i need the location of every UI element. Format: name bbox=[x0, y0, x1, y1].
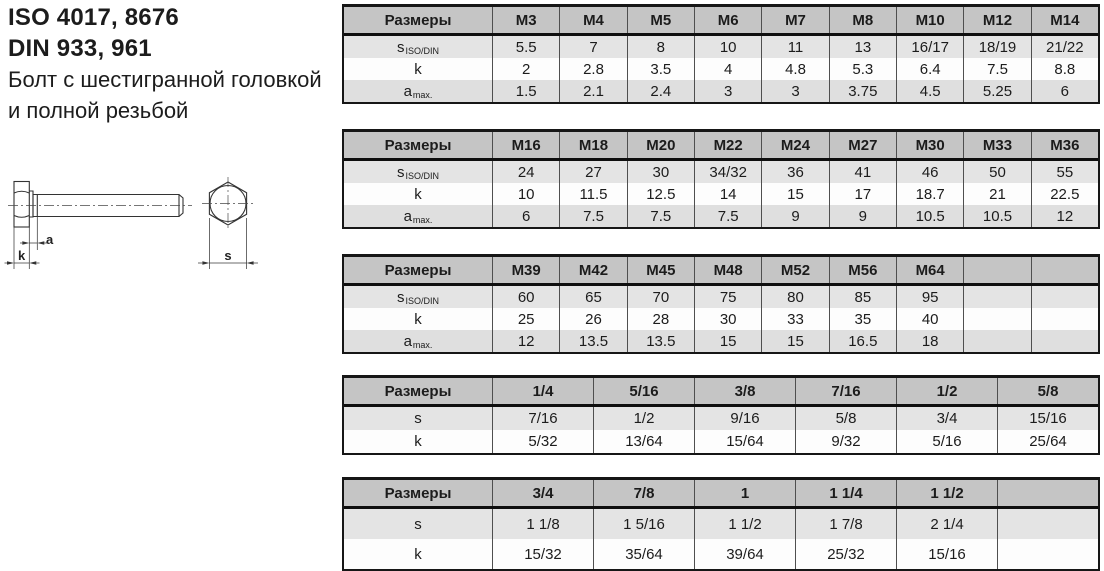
value-cell: 5/32 bbox=[492, 430, 593, 453]
value-cell: 7.5 bbox=[963, 58, 1030, 80]
value-cell: 4 bbox=[694, 58, 761, 80]
metric-table-m16-m36 bbox=[342, 129, 1100, 229]
value-cell: 27 bbox=[559, 161, 626, 183]
empty-cell bbox=[963, 308, 1030, 330]
inch-table-threequarter-to-oneandhalf bbox=[342, 477, 1100, 571]
size-col-header: M24 bbox=[761, 132, 828, 158]
row-label: s bbox=[344, 407, 492, 430]
value-cell: 39/64 bbox=[694, 539, 795, 569]
value-cell: 21 bbox=[963, 183, 1030, 205]
size-col-header: M3 bbox=[492, 7, 559, 33]
table-row bbox=[344, 407, 1098, 430]
value-cell: 14 bbox=[694, 183, 761, 205]
value-cell: 6.4 bbox=[896, 58, 963, 80]
bolt-side-view bbox=[8, 182, 192, 228]
empty-cell bbox=[997, 539, 1098, 569]
value-cell: 13 bbox=[829, 36, 896, 58]
value-cell: 40 bbox=[896, 308, 963, 330]
size-col-header: M5 bbox=[627, 7, 694, 33]
empty-cell bbox=[1031, 286, 1098, 308]
table-row bbox=[344, 161, 1098, 183]
value-cell: 80 bbox=[761, 286, 828, 308]
value-cell: 12 bbox=[1031, 205, 1098, 227]
value-cell: 95 bbox=[896, 286, 963, 308]
value-cell: 25/64 bbox=[997, 430, 1098, 453]
value-cell: 10.5 bbox=[896, 205, 963, 227]
size-col-header: M48 bbox=[694, 257, 761, 283]
bolt-head-end-view bbox=[202, 177, 254, 230]
value-cell: 6 bbox=[492, 205, 559, 227]
value-cell: 15 bbox=[694, 330, 761, 352]
row-label: s bbox=[344, 509, 492, 539]
value-cell: 70 bbox=[627, 286, 694, 308]
value-cell: 15/16 bbox=[896, 539, 997, 569]
value-cell: 9 bbox=[761, 205, 828, 227]
value-cell: 17 bbox=[829, 183, 896, 205]
value-cell: 11 bbox=[761, 36, 828, 58]
table-row bbox=[344, 183, 1098, 205]
value-cell: 75 bbox=[694, 286, 761, 308]
value-cell: 18.7 bbox=[896, 183, 963, 205]
value-cell: 30 bbox=[694, 308, 761, 330]
value-cell: 13.5 bbox=[627, 330, 694, 352]
size-col-header: M14 bbox=[1031, 7, 1098, 33]
value-cell: 12.5 bbox=[627, 183, 694, 205]
table-header-row bbox=[344, 7, 1098, 36]
dim-label-s: s bbox=[224, 248, 232, 263]
value-cell: 13.5 bbox=[559, 330, 626, 352]
value-cell: 2.1 bbox=[559, 80, 626, 102]
value-cell: 13/64 bbox=[593, 430, 694, 453]
size-corner-header: Размеры bbox=[344, 480, 492, 506]
metric-table-m3-m14 bbox=[342, 4, 1100, 104]
empty-col-header bbox=[1031, 257, 1098, 283]
size-corner-header: Размеры bbox=[344, 378, 492, 404]
table-row bbox=[344, 58, 1098, 80]
value-cell: 41 bbox=[829, 161, 896, 183]
value-cell: 2.8 bbox=[559, 58, 626, 80]
size-col-header: M4 bbox=[559, 7, 626, 33]
size-col-header: 1 bbox=[694, 480, 795, 506]
value-cell: 5/8 bbox=[795, 407, 896, 430]
table-header-row bbox=[344, 480, 1098, 509]
value-cell: 1 5/16 bbox=[593, 509, 694, 539]
empty-cell bbox=[1031, 330, 1098, 352]
empty-cell bbox=[1031, 308, 1098, 330]
table-row bbox=[344, 36, 1098, 58]
size-col-header: M22 bbox=[694, 132, 761, 158]
value-cell: 1/2 bbox=[593, 407, 694, 430]
size-col-header: M27 bbox=[829, 132, 896, 158]
row-label: k bbox=[344, 430, 492, 453]
value-cell: 10.5 bbox=[963, 205, 1030, 227]
size-col-header: 5/8 bbox=[997, 378, 1098, 404]
value-cell: 24 bbox=[492, 161, 559, 183]
size-col-header: M12 bbox=[963, 7, 1030, 33]
value-cell: 1 1/2 bbox=[694, 509, 795, 539]
value-cell: 26 bbox=[559, 308, 626, 330]
size-col-header: M64 bbox=[896, 257, 963, 283]
size-col-header: 3/8 bbox=[694, 378, 795, 404]
value-cell: 7.5 bbox=[627, 205, 694, 227]
value-cell: 1.5 bbox=[492, 80, 559, 102]
value-cell: 7.5 bbox=[559, 205, 626, 227]
empty-cell bbox=[963, 286, 1030, 308]
dimension-k bbox=[5, 248, 40, 265]
value-cell: 35/64 bbox=[593, 539, 694, 569]
value-cell: 60 bbox=[492, 286, 559, 308]
value-cell: 15 bbox=[761, 330, 828, 352]
value-cell: 3 bbox=[761, 80, 828, 102]
row-label: s ISO/DIN bbox=[344, 36, 492, 58]
value-cell: 25/32 bbox=[795, 539, 896, 569]
value-cell: 10 bbox=[694, 36, 761, 58]
dimension-s bbox=[198, 218, 258, 269]
size-col-header: M39 bbox=[492, 257, 559, 283]
row-label: s ISO/DIN bbox=[344, 161, 492, 183]
value-cell: 16/17 bbox=[896, 36, 963, 58]
value-cell: 8 bbox=[627, 36, 694, 58]
row-label: k bbox=[344, 308, 492, 330]
value-cell: 2 bbox=[492, 58, 559, 80]
value-cell: 21/22 bbox=[1031, 36, 1098, 58]
value-cell: 4.5 bbox=[896, 80, 963, 102]
table-row bbox=[344, 430, 1098, 453]
table-row bbox=[344, 330, 1098, 352]
size-col-header: M42 bbox=[559, 257, 626, 283]
bolt-technical-drawing bbox=[0, 160, 300, 280]
description-line-1: Болт с шестигранной головкой bbox=[8, 67, 322, 92]
empty-col-header bbox=[963, 257, 1030, 283]
table-header-row bbox=[344, 257, 1098, 286]
table-header-row bbox=[344, 132, 1098, 161]
row-label: a max. bbox=[344, 205, 492, 227]
value-cell: 9/16 bbox=[694, 407, 795, 430]
row-label: k bbox=[344, 539, 492, 569]
value-cell: 33 bbox=[761, 308, 828, 330]
value-cell: 30 bbox=[627, 161, 694, 183]
value-cell: 34/32 bbox=[694, 161, 761, 183]
value-cell: 5.25 bbox=[963, 80, 1030, 102]
size-col-header: M6 bbox=[694, 7, 761, 33]
size-col-header: 5/16 bbox=[593, 378, 694, 404]
value-cell: 25 bbox=[492, 308, 559, 330]
value-cell: 3/4 bbox=[896, 407, 997, 430]
table-row bbox=[344, 286, 1098, 308]
value-cell: 5.5 bbox=[492, 36, 559, 58]
size-col-header: M33 bbox=[963, 132, 1030, 158]
size-col-header: M56 bbox=[829, 257, 896, 283]
value-cell: 65 bbox=[559, 286, 626, 308]
value-cell: 16.5 bbox=[829, 330, 896, 352]
value-cell: 5/16 bbox=[896, 430, 997, 453]
value-cell: 46 bbox=[896, 161, 963, 183]
row-label: a max. bbox=[344, 330, 492, 352]
value-cell: 9/32 bbox=[795, 430, 896, 453]
size-corner-header: Размеры bbox=[344, 7, 492, 33]
table-row bbox=[344, 308, 1098, 330]
value-cell: 2.4 bbox=[627, 80, 694, 102]
size-col-header: 1/2 bbox=[896, 378, 997, 404]
value-cell: 7 bbox=[559, 36, 626, 58]
value-cell: 85 bbox=[829, 286, 896, 308]
dim-label-a: a bbox=[46, 232, 54, 247]
dim-label-k: k bbox=[18, 248, 26, 263]
value-cell: 55 bbox=[1031, 161, 1098, 183]
table-row bbox=[344, 205, 1098, 227]
size-col-header: M18 bbox=[559, 132, 626, 158]
size-col-header: 7/16 bbox=[795, 378, 896, 404]
value-cell: 2 1/4 bbox=[896, 509, 997, 539]
value-cell: 7.5 bbox=[694, 205, 761, 227]
value-cell: 7/16 bbox=[492, 407, 593, 430]
inch-table-quarter-to-fiveeighths bbox=[342, 375, 1100, 455]
size-col-header: 1 1/4 bbox=[795, 480, 896, 506]
value-cell: 3.75 bbox=[829, 80, 896, 102]
value-cell: 36 bbox=[761, 161, 828, 183]
row-label: a max. bbox=[344, 80, 492, 102]
value-cell: 18 bbox=[896, 330, 963, 352]
value-cell: 1 7/8 bbox=[795, 509, 896, 539]
table-header-row bbox=[344, 378, 1098, 407]
size-col-header: M7 bbox=[761, 7, 828, 33]
row-label: s ISO/DIN bbox=[344, 286, 492, 308]
standard-iso-title: ISO 4017, 8676 bbox=[8, 4, 179, 31]
size-col-header: 3/4 bbox=[492, 480, 593, 506]
size-corner-header: Размеры bbox=[344, 132, 492, 158]
value-cell: 9 bbox=[829, 205, 896, 227]
empty-col-header bbox=[997, 480, 1098, 506]
value-cell: 12 bbox=[492, 330, 559, 352]
metric-table-m39-m64 bbox=[342, 254, 1100, 354]
empty-cell bbox=[963, 330, 1030, 352]
value-cell: 35 bbox=[829, 308, 896, 330]
row-label: k bbox=[344, 58, 492, 80]
size-col-header: M16 bbox=[492, 132, 559, 158]
value-cell: 1 1/8 bbox=[492, 509, 593, 539]
value-cell: 8.8 bbox=[1031, 58, 1098, 80]
value-cell: 15 bbox=[761, 183, 828, 205]
value-cell: 15/16 bbox=[997, 407, 1098, 430]
size-col-header: 1 1/2 bbox=[896, 480, 997, 506]
standard-din-title: DIN 933, 961 bbox=[8, 35, 152, 62]
size-col-header: 7/8 bbox=[593, 480, 694, 506]
size-col-header: M45 bbox=[627, 257, 694, 283]
value-cell: 6 bbox=[1031, 80, 1098, 102]
table-row bbox=[344, 509, 1098, 539]
empty-cell bbox=[997, 509, 1098, 539]
value-cell: 18/19 bbox=[963, 36, 1030, 58]
size-col-header: M52 bbox=[761, 257, 828, 283]
value-cell: 11.5 bbox=[559, 183, 626, 205]
value-cell: 4.8 bbox=[761, 58, 828, 80]
size-col-header: M10 bbox=[896, 7, 963, 33]
value-cell: 3 bbox=[694, 80, 761, 102]
value-cell: 10 bbox=[492, 183, 559, 205]
size-col-header: M8 bbox=[829, 7, 896, 33]
size-col-header: 1/4 bbox=[492, 378, 593, 404]
value-cell: 28 bbox=[627, 308, 694, 330]
size-col-header: M20 bbox=[627, 132, 694, 158]
size-col-header: M36 bbox=[1031, 132, 1098, 158]
row-label: k bbox=[344, 183, 492, 205]
table-row bbox=[344, 80, 1098, 102]
table-row bbox=[344, 539, 1098, 569]
value-cell: 22.5 bbox=[1031, 183, 1098, 205]
value-cell: 5.3 bbox=[829, 58, 896, 80]
size-col-header: M30 bbox=[896, 132, 963, 158]
value-cell: 3.5 bbox=[627, 58, 694, 80]
value-cell: 15/32 bbox=[492, 539, 593, 569]
value-cell: 50 bbox=[963, 161, 1030, 183]
description-line-2: и полной резьбой bbox=[8, 98, 189, 123]
value-cell: 15/64 bbox=[694, 430, 795, 453]
title-block bbox=[8, 2, 338, 126]
size-corner-header: Размеры bbox=[344, 257, 492, 283]
